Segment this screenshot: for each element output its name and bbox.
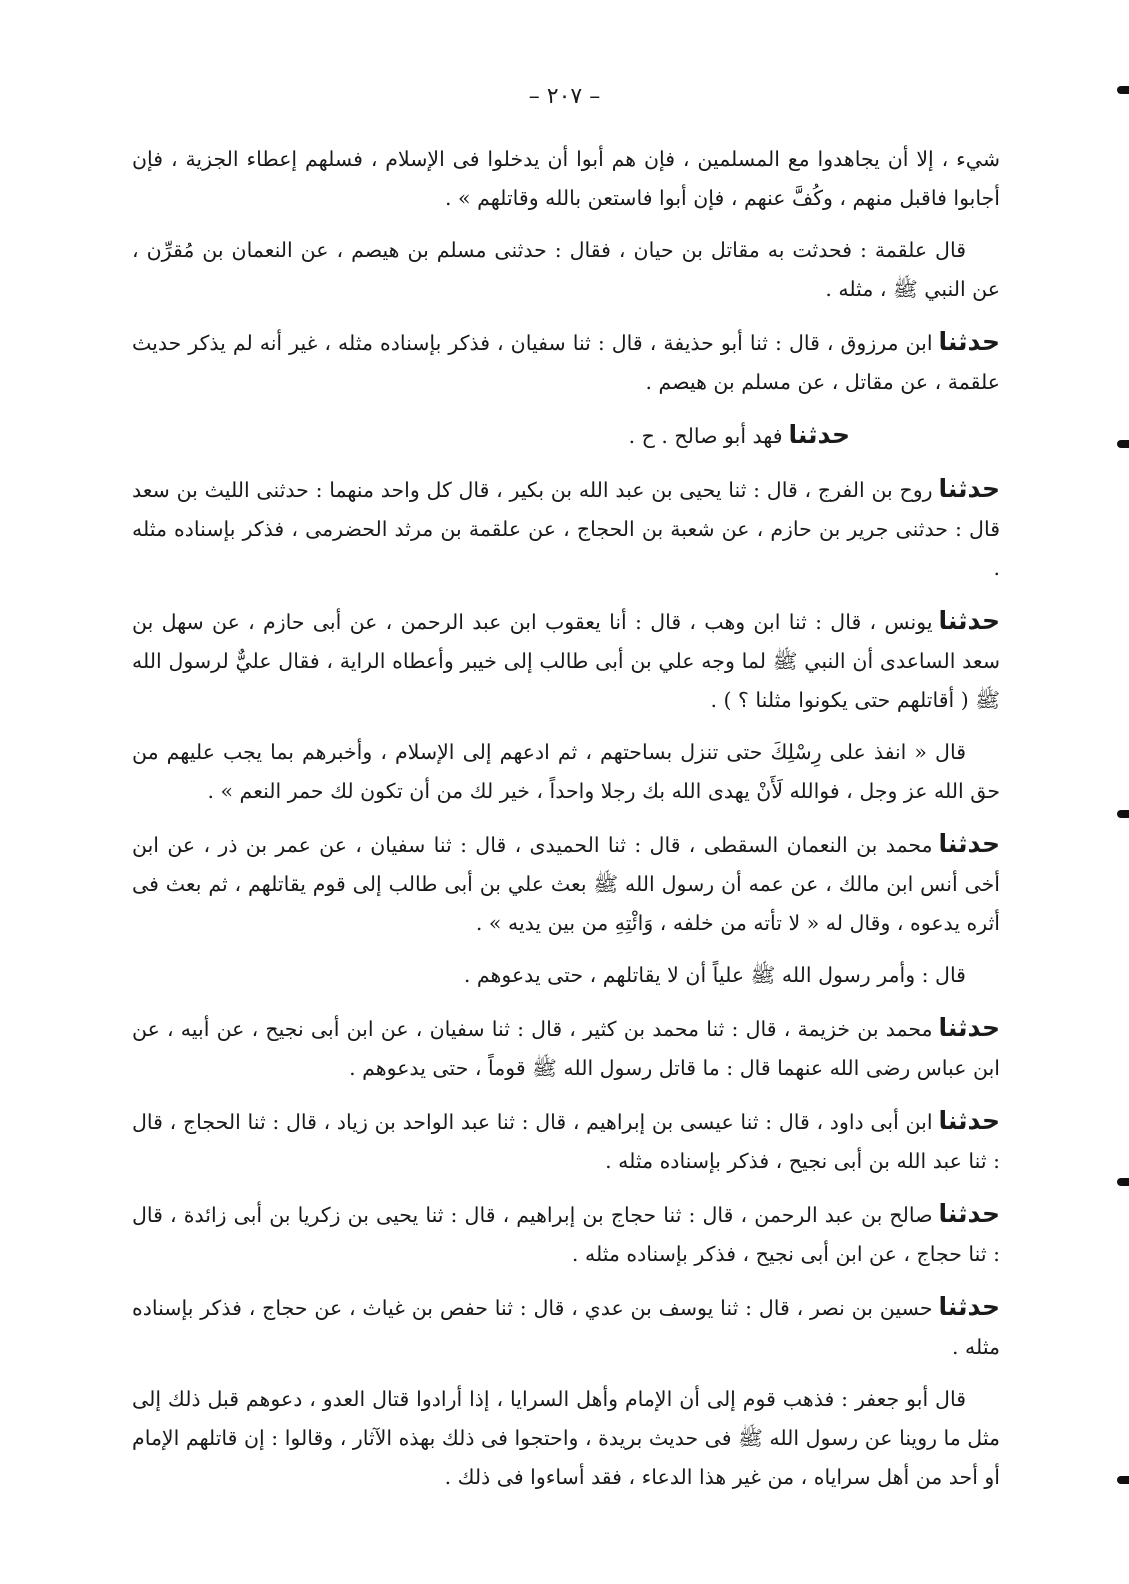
page-number: – ٢٠٧ – [528,84,601,109]
paragraph-text: فهد أبو صالح . ح . [628,424,783,448]
narration-keyword: حدثنا [938,606,1000,635]
scan-edge-mark [1117,1178,1129,1186]
paragraph [132,1008,1000,1088]
narration-keyword: حدثنا [938,1106,1000,1135]
paragraph-text: محمد بن النعمان السقطى ، قال : ثنا الحميدى ، قال : ثنا سفيان ، عن عمر بن ذر ، عن ابن أخى أنس ابن مالك ، عن عمه أن رسول الله ﷺ بعث علي بن أبى طالب إلى قوم يقاتلهم ، ثم بعث فى أثره يدعوه ، وقال له « لا تأته من خلفه ، وَائْتِهِ من بين يديه » . [132,833,1000,935]
paragraph-text: يونس ، قال : ثنا ابن وهب ، قال : أنا يعقوب ابن عبد الرحمن ، عن أبى حازم ، عن سهل بن سعد الساعدى أن النبي ﷺ لما وجه علي بن أبى طالب إلى خيبر وأعطاه الراية ، فقال عليٌّ لرسول الله ﷺ ( أقاتلهم حتى يكونوا مثلنا ؟ ) . [132,610,1000,712]
scan-edge-mark [1117,1476,1129,1484]
scan-edge-mark [1117,86,1129,94]
paragraph [132,415,850,456]
paragraph [132,231,1000,309]
narration-keyword: حدثنا [938,1292,1000,1321]
narration-keyword: حدثنا [938,327,1000,356]
paragraph-text: ابن أبى داود ، قال : ثنا عيسى بن إبراهيم ، قال : ثنا عبد الواحد بن زياد ، قال : ثنا الحجاج ، قال : ثنا عبد الله بن أبى نجيح ، فذكر بإسناده مثله . [132,1110,1000,1173]
paragraph-text: روح بن الفرج ، قال : ثنا يحيى بن عبد الله بن بكير ، قال كل واحد منهما : حدثنى الليث بن سعد قال : حدثنى جرير بن حازم ، عن شعبة بن الحجاج ، عن علقمة بن مرثد الحضرمى ، فذكر بإسناده مثله . [132,478,1000,580]
narration-keyword: حدثنا [938,1199,1000,1228]
paragraph [132,1194,1000,1274]
paragraph-text: قال علقمة : فحدثت به مقاتل بن حيان ، فقال : حدثنى مسلم بن هيصم ، عن النعمان بن مُقرِّن ، عن النبي ﷺ ، مثله . [132,238,1000,301]
paragraph [132,1101,1000,1181]
paragraph [132,1287,1000,1367]
text-body [132,140,1000,1510]
paragraph-text: شيء ، إلا أن يجاهدوا مع المسلمين ، فإن هم أبوا أن يدخلوا فى الإسلام ، فسلهم إعطاء الجزية ، فإن أجابوا فاقبل منهم ، وكُفَّ عنهم ، فإن أبوا فاستعن بالله وقاتلهم » . [132,147,1000,210]
paragraph [132,733,1000,811]
paragraph [132,322,1000,402]
narration-keyword: حدثنا [938,474,1000,503]
paragraph [132,140,1000,218]
paragraph [132,601,1000,720]
paragraph-text: محمد بن خزيمة ، قال : ثنا محمد بن كثير ، قال : ثنا سفيان ، عن ابن أبى نجيح ، عن أبيه ، عن ابن عباس رضى الله عنهما قال : ما قاتل رسول الله ﷺ قوماً ، حتى يدعوهم . [132,1017,1000,1080]
paragraph-text: قال « انفذ على رِسْلِكَ حتى تنزل بساحتهم ، ثم ادعهم إلى الإسلام ، وأخبرهم بما يجب عليهم من حق الله عز وجل ، فوالله لَأَنْ يهدى الله بك رجلا واحداً ، خير لك من أن تكون لك حمر النعم » . [132,740,1000,803]
paragraph-text: صالح بن عبد الرحمن ، قال : ثنا حجاج بن إبراهيم ، قال : ثنا يحيى بن زكريا بن أبى زائدة ، قال : ثنا حجاج ، عن ابن أبى نجيح ، فذكر بإسناده مثله . [132,1203,1000,1266]
paragraph [132,824,1000,943]
scan-edge-mark [1117,440,1129,448]
narration-keyword: حدثنا [788,420,850,449]
paragraph-text: ابن مرزوق ، قال : ثنا أبو حذيفة ، قال : ثنا سفيان ، فذكر بإسناده مثله ، غير أنه لم يذكر حديث علقمة ، عن مقاتل ، عن مسلم بن هيصم . [132,331,1000,394]
narration-keyword: حدثنا [938,1013,1000,1042]
narration-keyword: حدثنا [938,829,1000,858]
paragraph-text: قال أبو جعفر : فذهب قوم إلى أن الإمام وأهل السرايا ، إذا أرادوا قتال العدو ، دعوهم قبل ذلك إلى مثل ما روينا عن رسول الله ﷺ فى حديث بريدة ، واحتجوا فى ذلك بهذه الآثار ، وقالوا : إن قاتلهم الإمام أو أحد من أهل سراياه ، من غير هذا الدعاء ، فقد أساءوا فى ذلك . [132,1387,1000,1489]
paragraph-text: قال : وأمر رسول الله ﷺ علياً أن لا يقاتلهم ، حتى يدعوهم . [463,963,966,987]
paragraph [132,469,1000,588]
paragraph-text: حسين بن نصر ، قال : ثنا يوسف بن عدي ، قال : ثنا حفص بن غياث ، عن حجاج ، فذكر بإسناده مثله . [132,1296,1000,1359]
paragraph [132,956,1000,995]
paragraph [132,1380,1000,1497]
scan-edge-mark [1117,810,1129,818]
